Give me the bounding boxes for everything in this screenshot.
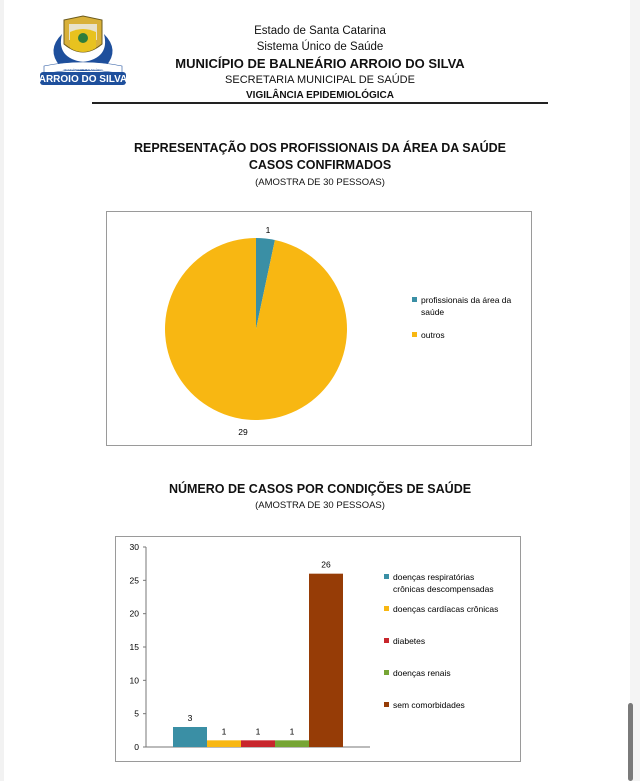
logo-top-text: MUNICÍPIO DE BALNEÁRIO bbox=[63, 68, 103, 72]
bar-3 bbox=[275, 740, 309, 747]
header-secretariat: SECRETARIA MUNICIPAL DE SAÚDE bbox=[225, 74, 415, 86]
header-system: Sistema Único de Saúde bbox=[256, 41, 384, 53]
bar-legend-label: crônicas descompensadas bbox=[393, 584, 494, 594]
bar-2 bbox=[241, 740, 275, 747]
bar-1 bbox=[207, 740, 241, 747]
y-tick-label: 30 bbox=[129, 542, 139, 552]
bar-legend-label: doenças respiratórias bbox=[393, 572, 475, 582]
y-tick-label: 5 bbox=[134, 708, 139, 719]
pie-slice-1 bbox=[165, 238, 347, 420]
scrollbar-thumb[interactable] bbox=[628, 703, 633, 781]
bar-legend-swatch bbox=[384, 670, 389, 675]
pie-legend-label: profissionais da área da bbox=[421, 295, 512, 305]
scrollbar-track[interactable] bbox=[630, 0, 640, 781]
pie-legend-label: saúde bbox=[421, 307, 445, 317]
bar-data-label: 26 bbox=[321, 559, 331, 570]
bar-title: NÚMERO DE CASOS POR CONDIÇÕES DE SAÚDE bbox=[168, 482, 472, 496]
y-tick-label: 15 bbox=[129, 642, 139, 652]
bar-chart bbox=[115, 536, 521, 762]
y-tick-label: 0 bbox=[134, 742, 139, 752]
pie-legend-swatch bbox=[412, 297, 417, 302]
bar-4 bbox=[309, 574, 343, 747]
pie-legend-swatch bbox=[412, 332, 417, 337]
municipal-logo bbox=[36, 14, 130, 86]
bar-legend-swatch bbox=[384, 638, 389, 643]
header-rule bbox=[92, 102, 548, 104]
bar-data-label: 1 bbox=[221, 726, 227, 737]
bar-subtitle: (AMOSTRA DE 30 PESSOAS) bbox=[255, 500, 385, 511]
bar-legend-label: doenças renais bbox=[393, 668, 451, 678]
bar-data-label: 1 bbox=[255, 726, 261, 737]
pie-data-label: 1 bbox=[265, 225, 271, 235]
pie-legend-label: outros bbox=[421, 330, 445, 340]
header-department: VIGILÂNCIA EPIDEMIOLÓGICA bbox=[246, 90, 394, 101]
bar-data-label: 1 bbox=[289, 726, 295, 737]
y-tick-label: 10 bbox=[129, 675, 139, 686]
bar-legend-swatch bbox=[384, 606, 389, 611]
bar-legend-swatch bbox=[384, 574, 389, 579]
bar-legend-swatch bbox=[384, 702, 389, 707]
bar-legend-label: doenças cardíacas crônicas bbox=[393, 604, 499, 614]
pie-data-label: 29 bbox=[238, 427, 248, 437]
y-tick-label: 25 bbox=[129, 575, 139, 586]
logo-name: ARROIO DO SILVA bbox=[38, 74, 128, 85]
header-state: Estado de Santa Catarina bbox=[254, 25, 386, 37]
pie-title-line1: REPRESENTAÇÃO DOS PROFISSIONAIS DA ÁREA DA SAÚDE bbox=[133, 141, 507, 155]
bar-legend-label: sem comorbidades bbox=[393, 700, 465, 710]
header-municipality: MUNICÍPIO DE BALNEÁRIO ARROIO DO SILVA bbox=[175, 56, 465, 71]
pie-subtitle: (AMOSTRA DE 30 PESSOAS) bbox=[255, 177, 385, 188]
pie-title-line2: CASOS CONFIRMADOS bbox=[248, 158, 392, 172]
y-tick-label: 20 bbox=[129, 608, 139, 619]
bar-data-label: 3 bbox=[187, 713, 193, 723]
bar-0 bbox=[173, 727, 207, 747]
bar-legend-label: diabetes bbox=[393, 636, 426, 646]
pie-chart bbox=[106, 211, 532, 446]
